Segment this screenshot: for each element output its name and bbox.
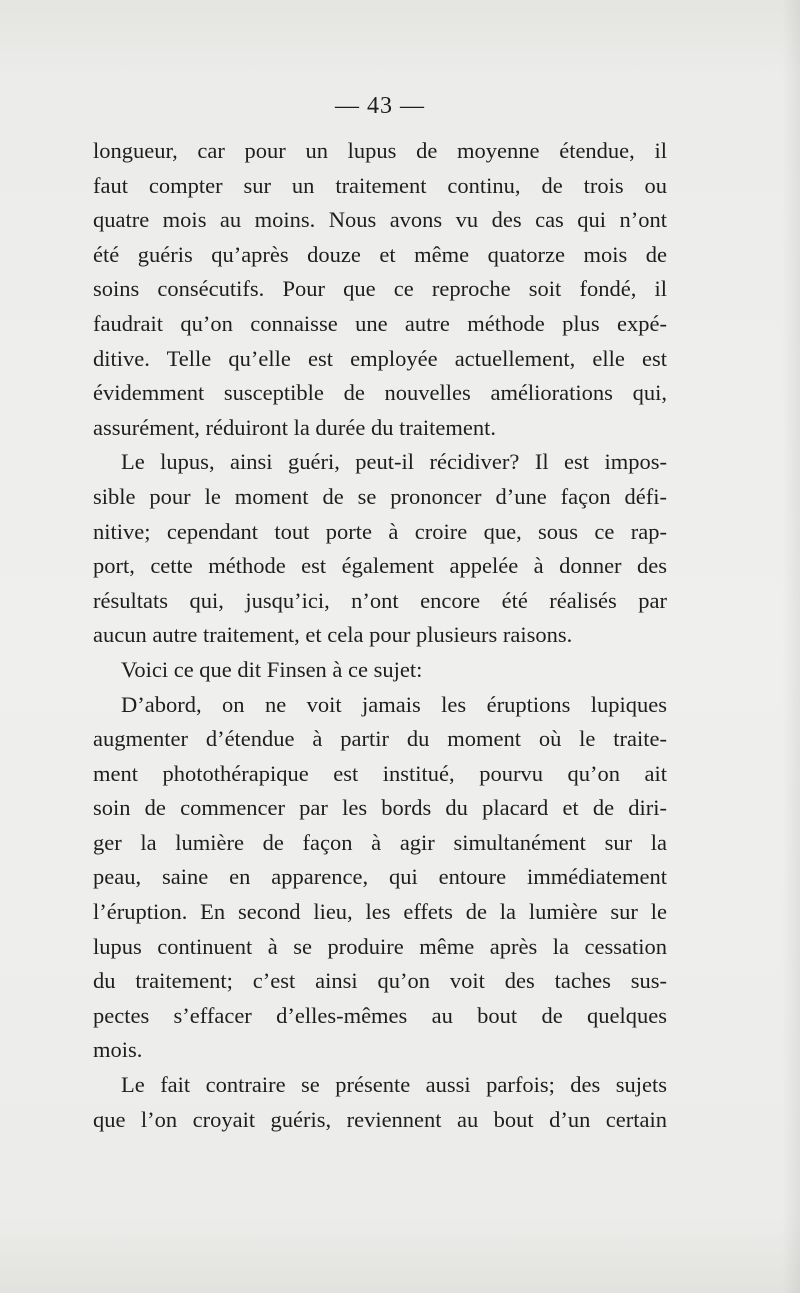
text-line: été guéris qu’après douze et même quatorze mois de [93,241,667,267]
text-line: ger la lumière de façon à agir simultanément sur la [93,829,667,855]
text-line: lupus continuent à se produire même après la cessation [93,933,667,959]
text-line: sible pour le moment de se prononcer d’une façon défi- [93,483,667,509]
text-line: ment photothérapique est institué, pourvu qu’on ait [93,760,667,786]
text-line: Voici ce que dit Finsen à ce sujet: [121,656,423,682]
text-line: quatre mois au moins. Nous avons vu des cas qui n’ont [93,207,667,233]
text-line: faudrait qu’on connaisse une autre méthode plus expé- [93,310,667,336]
text-line: nitive; cependant tout porte à croire que, sous ce rap- [93,518,667,544]
text-line: D’abord, on ne voit jamais les éruptions lupiques [121,691,667,717]
text-line: faut compter sur un traitement continu, de trois ou [93,172,667,198]
text-line: que l’on croyait guéris, reviennent au bout d’un certain [93,1106,667,1132]
text-line: mois. [93,1037,143,1063]
text-line: du traitement; c’est ainsi qu’on voit des taches sus- [93,968,667,994]
page-number: — 43 — [335,93,425,119]
text-line: peau, saine en apparence, qui entoure immédiatement [93,864,667,890]
text-line: Le lupus, ainsi guéri, peut-il récidiver? Il est impos- [121,449,667,475]
text-line: assurément, réduiront la durée du traitement. [93,414,496,440]
text-line: soins consécutifs. Pour que ce reproche soit fondé, il [93,276,667,302]
text-line: ditive. Telle qu’elle est employée actuellement, elle est [93,345,667,371]
text-line: Le fait contraire se présente aussi parfois; des sujets [121,1072,667,1098]
text-line: longueur, car pour un lupus de moyenne étendue, il [93,138,667,163]
text-line: augmenter d’étendue à partir du moment où le traite- [93,726,667,752]
body-text [93,134,667,1137]
text-line: résultats qui, jusqu’ici, n’ont encore été réalisés par [93,587,667,613]
text-line: évidemment susceptible de nouvelles améliorations qui, [93,380,667,406]
text-line: pectes s’effacer d’elles-mêmes au bout de quelques [93,1002,667,1028]
page-edge-shadow [782,0,800,1293]
text-line: soin de commencer par les bords du placard et de diri- [93,795,667,821]
text-line: port, cette méthode est également appelée à donner des [93,553,667,579]
text-line: aucun autre traitement, et cela pour plusieurs raisons. [93,622,573,648]
text-line: l’éruption. En second lieu, les effets de la lumière sur le [93,899,667,925]
